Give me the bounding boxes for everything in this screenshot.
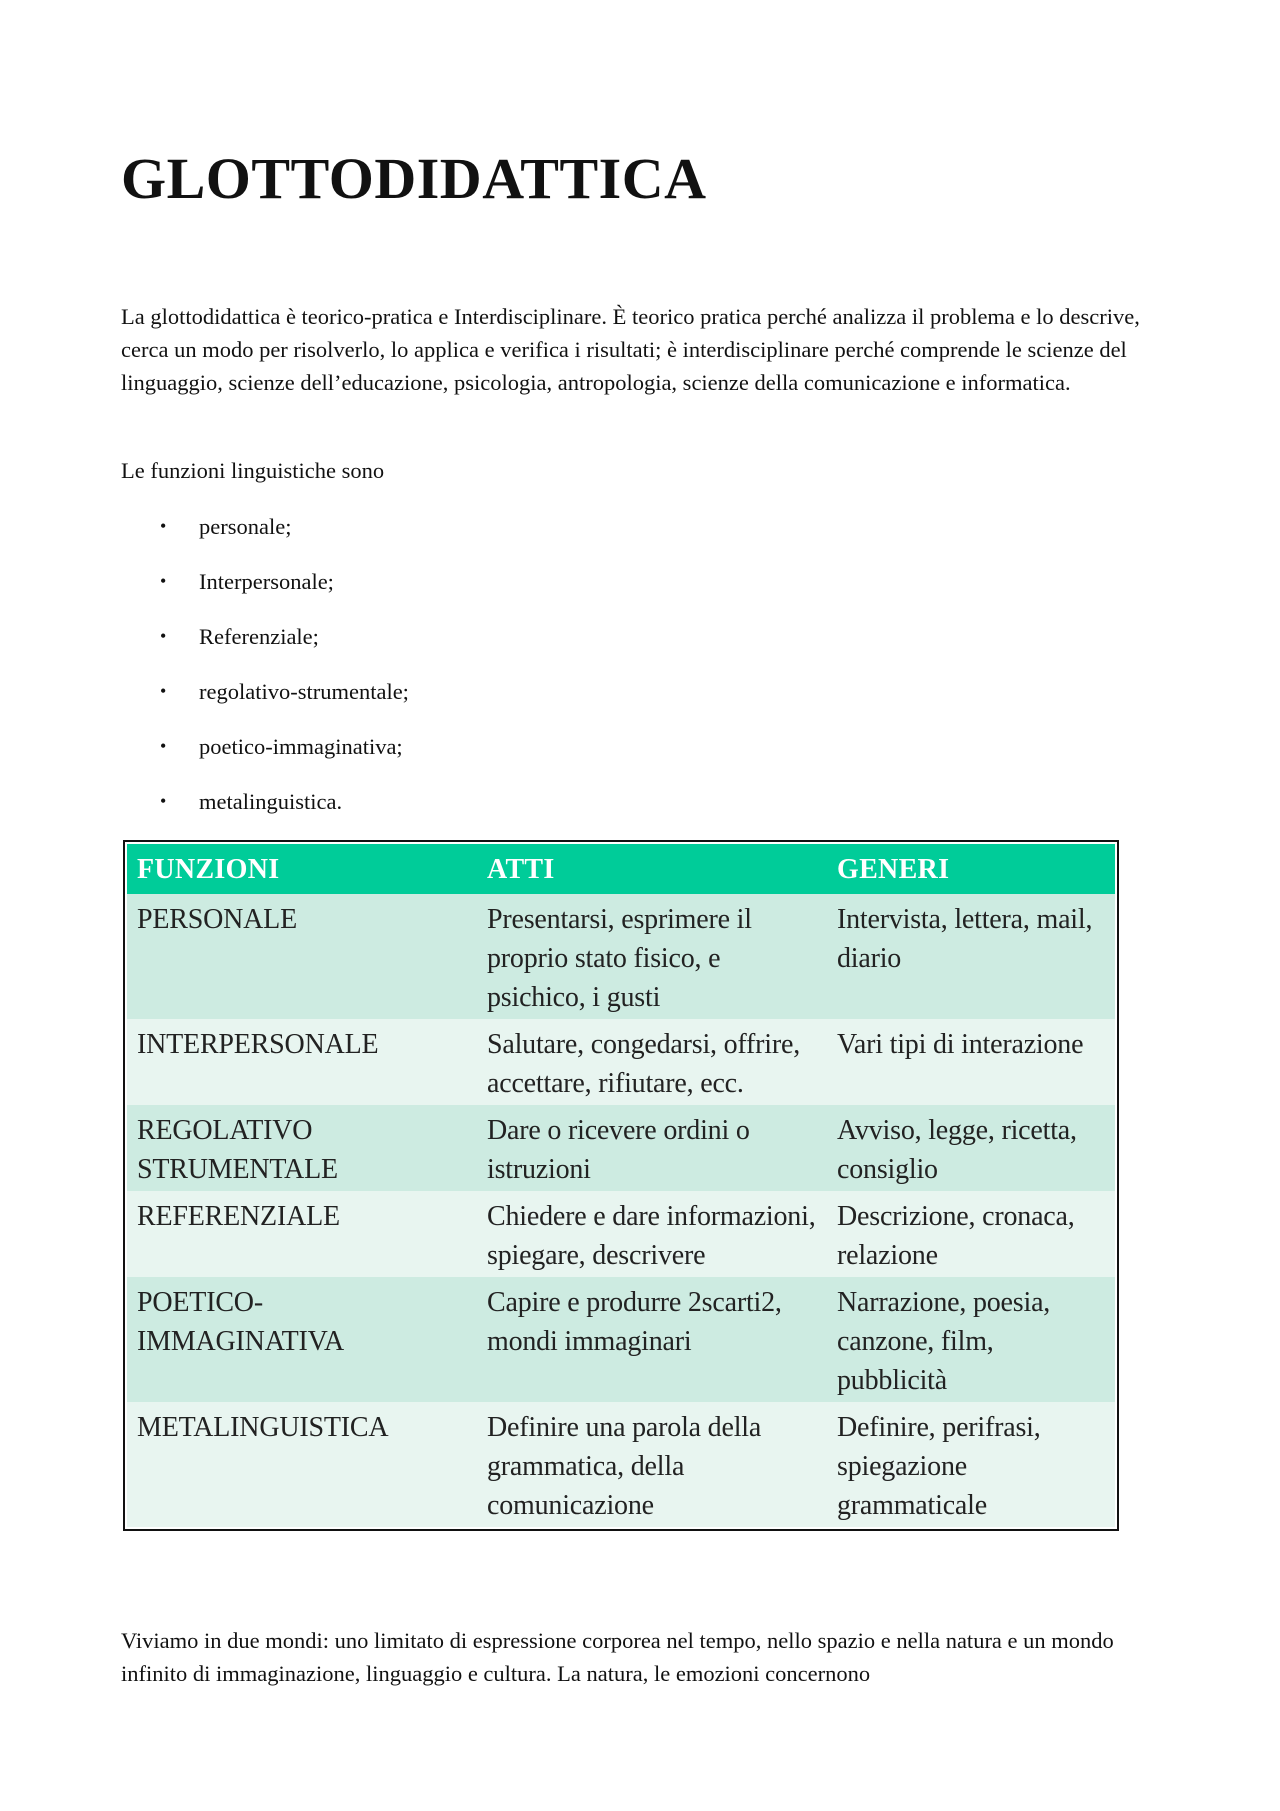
list-item <box>121 565 409 620</box>
bullet-icon: • <box>160 571 167 591</box>
closing-paragraph: Viviamo in due mondi: uno limitato di espressione corporea nel tempo, nello spazio e nella natura e un mondo infinito di immaginazione, linguaggio e cultura. La natura, le emozioni concernono <box>121 1628 1114 1686</box>
table-cell: METALINGUISTICA <box>127 1402 477 1527</box>
table-cell: Intervista, lettera, mail, diario <box>827 894 1115 1019</box>
functions-lead-text: Le funzioni linguistiche sono <box>121 458 385 483</box>
table-row <box>127 1277 1115 1402</box>
bullet-icon: • <box>160 516 167 536</box>
table-cell: Salutare, congedarsi, offrire, accettare, rifiutare, ecc. <box>477 1019 827 1105</box>
bullet-icon: • <box>160 681 167 701</box>
table-row <box>127 894 1115 1019</box>
table-cell: REFERENZIALE <box>127 1191 477 1277</box>
table-cell: PERSONALE <box>127 894 477 1019</box>
table-cell: Definire una parola della grammatica, della comunicazione <box>477 1402 827 1527</box>
list-item-text: Referenziale; <box>199 624 319 649</box>
table-row <box>127 1402 1115 1527</box>
table-row <box>127 1105 1115 1191</box>
table-cell: POETICO-IMMAGINATIVA <box>127 1277 477 1402</box>
table-cell: INTERPERSONALE <box>127 1019 477 1105</box>
bullet-icon: • <box>160 736 167 756</box>
table-row <box>127 1191 1115 1277</box>
header-funzioni: FUNZIONI <box>127 844 477 894</box>
table-cell: Dare o ricevere ordini o istruzioni <box>477 1105 827 1191</box>
list-item-text: personale; <box>199 514 292 539</box>
table-cell: Avviso, legge, ricetta, consiglio <box>827 1105 1115 1191</box>
list-item-text: metalinguistica. <box>199 789 343 814</box>
list-item <box>121 730 409 785</box>
list-item-text: poetico-immaginativa; <box>199 734 403 759</box>
table-cell: Capire e produrre 2scarti2, mondi immaginari <box>477 1277 827 1402</box>
document-title: GLOTTODIDATTICA <box>121 146 707 211</box>
header-generi: GENERI <box>827 844 1115 894</box>
table-cell: Definire, perifrasi, spiegazione grammaticale <box>827 1402 1115 1527</box>
bullet-icon: • <box>160 791 167 811</box>
functions-table <box>127 844 1115 1527</box>
list-item <box>121 785 409 840</box>
table-cell: Descrizione, cronaca, relazione <box>827 1191 1115 1277</box>
intro-paragraph: La glottodidattica è teorico-pratica e Interdisciplinare. È teorico pratica perché analizza il problema e lo descrive, cerca un modo per risolverlo, lo applica e verifica i risultati; è interdisciplinare perché comprende le scienze del linguaggio, scienze dell’educazione, psicologia, antropologia, scienze della comunicazione e informatica. <box>121 304 1140 395</box>
list-item <box>121 675 409 730</box>
bullet-icon: • <box>160 626 167 646</box>
table-cell: Narrazione, poesia, canzone, film, pubblicità <box>827 1277 1115 1402</box>
functions-table-image <box>123 840 1119 1531</box>
functions-bullet-list <box>121 510 409 840</box>
list-item-text: regolativo-strumentale; <box>199 679 409 704</box>
header-atti: ATTI <box>477 844 827 894</box>
table-cell: Vari tipi di interazione <box>827 1019 1115 1105</box>
table-cell: REGOLATIVO STRUMENTALE <box>127 1105 477 1191</box>
list-item <box>121 510 409 565</box>
table-header-row <box>127 844 1115 894</box>
table-cell: Presentarsi, esprimere il proprio stato fisico, e psichico, i gusti <box>477 894 827 1019</box>
list-item-text: Interpersonale; <box>199 569 334 594</box>
table-cell: Chiedere e dare informazioni, spiegare, descrivere <box>477 1191 827 1277</box>
list-item <box>121 620 409 675</box>
table-row <box>127 1019 1115 1105</box>
